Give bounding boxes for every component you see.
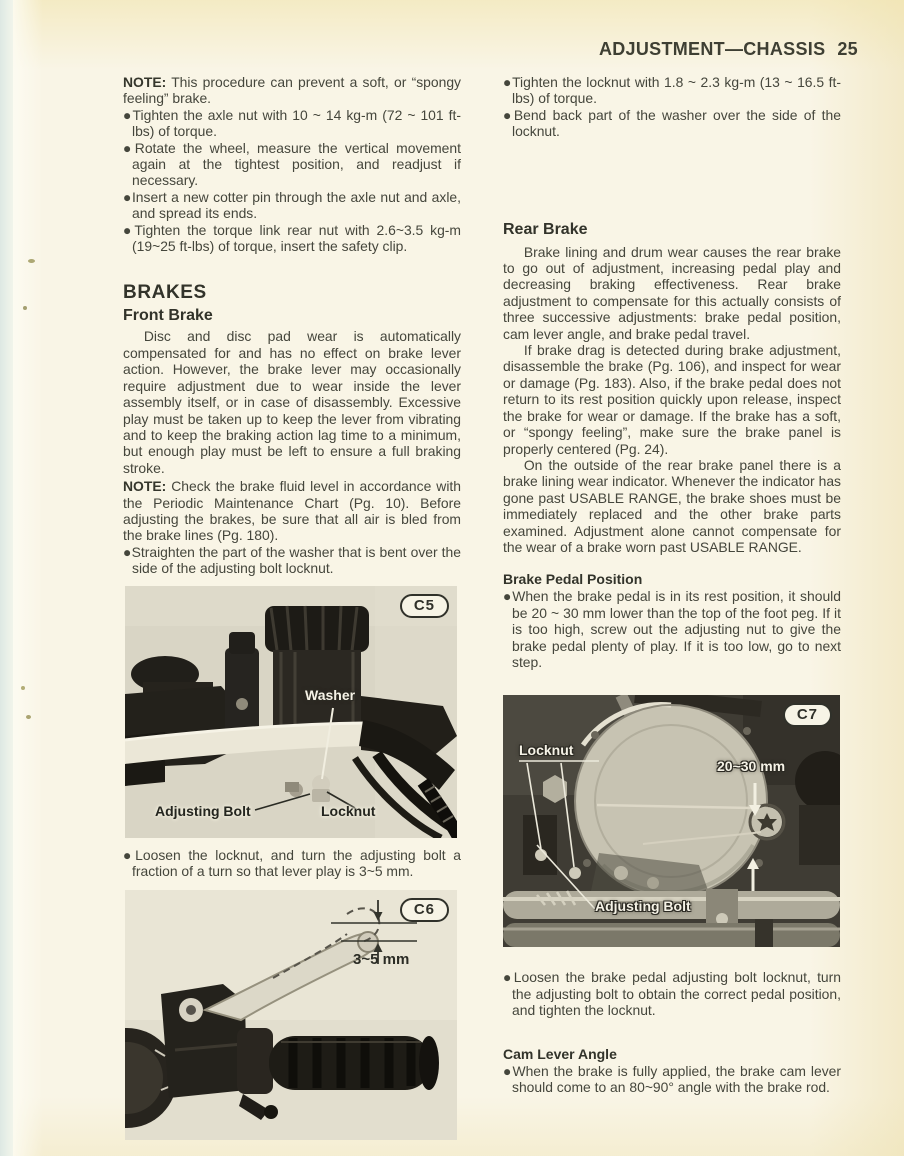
- step-tighten-locknut-torque: ●Tighten the locknut with 1.8 ~ 2.3 kg-m (13 ~ 16.5 ft-lbs) of torque.: [503, 74, 841, 107]
- step-rotate-wheel: ●Rotate the wheel, measure the vertical movement again at the tightest position, and readjust if necessary.: [123, 139, 461, 189]
- figure-c7-rear-brake-pedal: [503, 695, 840, 947]
- label-locknut: Locknut: [519, 742, 574, 759]
- figure-c7-badge: C7: [783, 703, 832, 727]
- step-pedal-rest-position: ●When the brake pedal is in its rest position, it should be 20 ~ 30 mm lower than the top of the foot peg. If it is too high, screw out the adjusting nut to give the brake pedal plenty of play. If it is too low, go to next step.: [503, 588, 841, 670]
- paper-speck: [28, 259, 35, 263]
- step-tighten-torque-link: ●Tighten the torque link rear nut with 2.6~3.5 kg-m (19~25 ft-lbs) of torque, insert the safety clip.: [123, 221, 461, 255]
- note-label: NOTE:: [123, 478, 167, 495]
- page-left-edge: [0, 0, 13, 1156]
- rear-brake-paragraph-2: If brake drag is detected during brake adjustment, disassemble the brake (Pg. 106), and inspect for wear or damage (Pg. 183). Also, if the brake pedal does not return to its rest position quickly upon release, inspect the brake for wear or damage. If the brake has a soft, or “spongy feeling”, make sure the brake panel is properly centered (Pg. 24).: [503, 342, 841, 457]
- note-brake-fluid: [123, 478, 461, 544]
- page-header-title: ADJUSTMENT—CHASSIS: [598, 39, 826, 59]
- step-tighten-axle-nut: ●Tighten the axle nut with 10 ~ 14 kg-m (72 ~ 101 ft-lbs) of torque.: [123, 106, 461, 140]
- page-header: [599, 39, 858, 60]
- step-loosen-locknut: ●Loosen the locknut, and turn the adjusting bolt a fraction of a turn so that lever play is 3~5 mm.: [123, 846, 461, 879]
- label-adjusting-bolt: Adjusting Bolt: [595, 898, 691, 915]
- figure-c6-photo: [125, 890, 457, 1140]
- note-label: NOTE:: [123, 74, 167, 90]
- left-column: [123, 74, 461, 1140]
- paper-speck: [23, 306, 27, 310]
- rear-brake-paragraph-3: On the outside of the rear brake panel there is a brake lining wear indicator. Whenever the indicator has gone past USABLE RANGE, the brake shoes must be immediately replaced and the other brake parts examined. Adjustment alone cannot compensate for the wear of a brake worn past USABLE RANGE.: [503, 456, 841, 555]
- label-pedal-height-dimension: 20~30 mm: [717, 758, 786, 775]
- label-washer: Washer: [305, 686, 356, 703]
- step-straighten-washer: ●Straighten the part of the washer that is bent over the side of the adjusting bolt locknut.: [123, 543, 461, 577]
- right-column: [503, 74, 841, 1095]
- label-lever-play-dimension: 3~5 mm: [353, 951, 410, 969]
- rear-brake-paragraph-1: Brake lining and drum wear causes the rear brake to go out of adjustment, increasing pedal play and decreasing braking effectiveness. Rear brake adjustment to compensate for this actually consists of three successive adjustments: brake pedal position, cam lever angle, and brake pedal travel.: [503, 243, 841, 342]
- step-insert-cotter-pin: ●Insert a new cotter pin through the axle nut and axle, and spread its ends.: [123, 188, 461, 222]
- rear-brake-heading: Rear Brake: [503, 220, 588, 238]
- brakes-heading: BRAKES: [123, 282, 207, 304]
- front-brake-heading: Front Brake: [123, 307, 213, 325]
- page-number: 25: [837, 39, 858, 59]
- cam-lever-angle-heading: Cam Lever Angle: [503, 1045, 617, 1062]
- step-loosen-pedal-adjusting-bolt: ●Loosen the brake pedal adjusting bolt locknut, turn the adjusting bolt to obtain the correct pedal position, and tighten the locknut.: [503, 969, 841, 1019]
- note-text: Check the brake fluid level in accordance with the Periodic Maintenance Chart (Pg. 10). Before adjusting the brakes, be sure that all air is bled from the brake lines (Pg. 180).: [123, 478, 461, 544]
- front-brake-paragraph: Disc and disc pad wear is automatically compensated for and has no effect on brake lever action. However, the brake lever may occasionally require adjustment due to wear inside the lever assembly itself, or in case of disassembly. Excessive play must be taken up to keep the lever from vibrating and to keep the braking action lag time to a minimum, but enough play must be left to ensure a full braking stroke.: [123, 328, 461, 476]
- label-adjusting-bolt: Adjusting Bolt: [155, 802, 251, 819]
- note-text: This procedure can prevent a soft, or “spongy feeling” brake.: [123, 74, 461, 107]
- figure-c6-badge: C6: [400, 898, 449, 922]
- brake-pedal-position-heading: Brake Pedal Position: [503, 571, 643, 588]
- paper-edge-highlight: [13, 0, 43, 1156]
- paper-speck: [21, 686, 25, 690]
- step-cam-lever-angle: ●When the brake is fully applied, the brake cam lever should come to an 80~90° angle with the brake rod.: [503, 1062, 841, 1095]
- paper-speck: [26, 715, 31, 719]
- figure-c5-photo: [125, 586, 457, 838]
- figure-c5-badge: C5: [400, 594, 449, 618]
- label-locknut: Locknut: [321, 802, 376, 819]
- step-bend-washer: ●Bend back part of the washer over the side of the locknut.: [503, 106, 841, 140]
- note-procedure: [123, 74, 461, 107]
- figure-c6-brake-lever-play: [125, 890, 457, 1140]
- figure-c5-front-brake-master-cylinder: [125, 586, 457, 838]
